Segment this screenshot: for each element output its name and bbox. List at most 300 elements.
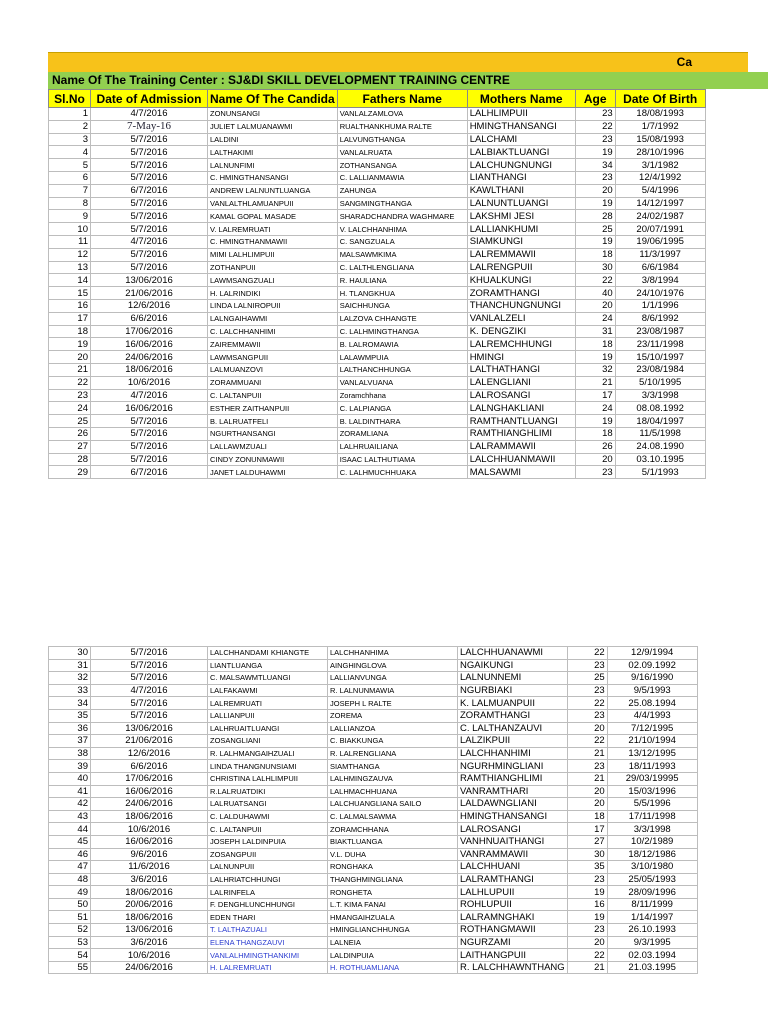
cell-mothers-name: VANRAMMAWII [458,848,568,861]
cell-date-of-birth: 5/1/1993 [615,466,705,479]
cell-fathers-name: VANLALVUANA [337,376,467,389]
table-row [49,647,698,660]
cell-sl-no: 39 [49,760,91,773]
cell-date-of-birth: 8/6/1992 [615,312,705,325]
cell-date-of-admission: 5/7/2016 [91,210,208,223]
cell-mothers-name: LALCHUNGNUNGI [467,159,575,172]
cell-fathers-name: R. HAULIANA [337,274,467,287]
cell-age: 23 [567,659,607,672]
cell-date-of-admission: 5/7/2016 [91,647,208,660]
table-row [49,873,698,886]
cell-sl-no: 26 [49,427,91,440]
candidate-table-page-1 [48,89,706,479]
cell-mothers-name: R. LALCHHAWNTHANG [458,961,568,974]
cell-age: 23 [567,709,607,722]
cell-fathers-name: C. LALLIANMAWIA [337,171,467,184]
table-row [49,848,698,861]
cell-fathers-name: ISAAC LALTHUTIAMA [337,453,467,466]
cell-fathers-name: R. LALNUNMAWIA [328,684,458,697]
cell-age: 24 [575,312,615,325]
header-date-of-admission: Date of Admission [91,90,208,108]
cell-sl-no: 7 [49,184,91,197]
cell-mothers-name: RAMTHANTLUANGI [467,415,575,428]
cell-date-of-admission: 13/06/2016 [91,722,208,735]
cell-age: 25 [567,672,607,685]
table-row [49,427,706,440]
cell-date-of-birth: 15/10/1997 [615,351,705,364]
cell-candidate-name: LALREMRUATI [208,697,328,710]
cell-date-of-birth: 21.03.1995 [607,961,697,974]
cell-fathers-name: C. LALHMINGTHANGA [337,325,467,338]
cell-sl-no: 36 [49,722,91,735]
cell-candidate-name: MIMI LALHLIMPUII [208,248,338,261]
cell-fathers-name: LALCHUANGLIANA SAILO [328,798,458,811]
cell-date-of-birth: 1/14/1997 [607,911,697,924]
table-row [49,299,706,312]
cell-age: 17 [575,389,615,402]
cell-sl-no: 54 [49,949,91,962]
cell-sl-no: 35 [49,709,91,722]
cell-date-of-admission: 5/7/2016 [91,159,208,172]
cell-sl-no: 30 [49,647,91,660]
cell-date-of-admission: 9/6/2016 [91,848,208,861]
cell-sl-no: 38 [49,747,91,760]
cell-mothers-name: LALCHHANHIMI [458,747,568,760]
cell-date-of-admission: 18/06/2016 [91,911,208,924]
cell-candidate-name: R. LALHMANGAIHZUALI [208,747,328,760]
cell-age: 20 [567,722,607,735]
cell-sl-no: 41 [49,785,91,798]
cell-date-of-admission: 4/7/2016 [91,389,208,402]
cell-fathers-name: ZORAMLIANA [337,427,467,440]
cell-date-of-birth: 1/1/1996 [615,299,705,312]
cell-mothers-name: LALREMMAWII [467,248,575,261]
cell-fathers-name: LALLIANVUNGA [328,672,458,685]
cell-sl-no: 9 [49,210,91,223]
cell-mothers-name: ROHLUPUII [458,898,568,911]
cell-mothers-name: LALENGLIANI [467,376,575,389]
cell-candidate-name: LALMUANZOVI [208,363,338,376]
cell-sl-no: 49 [49,886,91,899]
cell-sl-no: 1 [49,108,91,121]
cell-fathers-name: C. LALTHLENGLIANA [337,261,467,274]
cell-mothers-name: LALREMCHHUNGI [467,338,575,351]
cell-fathers-name: LALHMINGZAUVA [328,772,458,785]
cell-age: 23 [575,108,615,121]
cell-date-of-admission: 11/6/2016 [91,861,208,874]
cell-candidate-name: H. LALREMRUATI [208,961,328,974]
cell-sl-no: 21 [49,363,91,376]
header-date-of-birth: Date Of Birth [615,90,705,108]
cell-date-of-birth: 24.08.1990 [615,440,705,453]
cell-mothers-name: LALROSANGI [467,389,575,402]
cell-sl-no: 32 [49,672,91,685]
cell-age: 20 [567,936,607,949]
cell-mothers-name: NGURBIAKI [458,684,568,697]
cell-age: 21 [567,772,607,785]
cell-age: 19 [567,886,607,899]
cell-sl-no: 24 [49,402,91,415]
cell-fathers-name: RONGHETA [328,886,458,899]
cell-candidate-name: LALNUNFIMI [208,159,338,172]
cell-fathers-name: LALHRUAILIANA [337,440,467,453]
cell-date-of-admission: 24/06/2016 [91,351,208,364]
cell-candidate-name: ZOTHANPUII [208,261,338,274]
cell-sl-no: 45 [49,835,91,848]
cell-age: 30 [575,261,615,274]
cell-age: 18 [567,810,607,823]
cell-candidate-name: ZOSANGPUII [208,848,328,861]
cell-mothers-name: LALRAMMAWII [467,440,575,453]
cell-age: 34 [575,159,615,172]
cell-date-of-birth: 20/07/1991 [615,223,705,236]
cell-sl-no: 53 [49,936,91,949]
cell-date-of-admission: 5/7/2016 [91,427,208,440]
cell-candidate-name: C. LALCHHANHIMI [208,325,338,338]
table-row [49,440,706,453]
cell-date-of-birth: 3/8/1994 [615,274,705,287]
cell-fathers-name: LALNEIA [328,936,458,949]
candidate-table-page-2 [48,646,698,974]
cell-age: 40 [575,287,615,300]
cell-age: 22 [575,274,615,287]
cell-fathers-name: C. LALHMUCHHUAKA [337,466,467,479]
cell-date-of-admission: 24/06/2016 [91,798,208,811]
cell-date-of-birth: 5/10/1995 [615,376,705,389]
cell-candidate-name: JOSEPH LALDINPUIA [208,835,328,848]
cell-sl-no: 43 [49,810,91,823]
table-row [49,760,698,773]
cell-fathers-name: RUALTHANKHUMA RALTE [337,120,467,133]
table-row [49,861,698,874]
cell-age: 17 [567,823,607,836]
header-age: Age [575,90,615,108]
cell-candidate-name: LAWMSANGPUII [208,351,338,364]
cell-mothers-name: HMINGTHANSANGI [458,810,568,823]
table-row [49,184,706,197]
table-row [49,261,706,274]
cell-date-of-admission: 16/06/2016 [91,402,208,415]
cell-mothers-name: HMINGI [467,351,575,364]
table-row [49,453,706,466]
cell-fathers-name: ZAHUNGA [337,184,467,197]
cell-date-of-admission: 3/6/2016 [91,936,208,949]
cell-mothers-name: LALCHHUANMAWII [467,453,575,466]
cell-fathers-name: B. LALDINTHARA [337,415,467,428]
cell-date-of-birth: 6/6/1984 [615,261,705,274]
cell-candidate-name: H. LALRINDIKI [208,287,338,300]
cell-age: 26 [575,440,615,453]
cell-sl-no: 20 [49,351,91,364]
cell-candidate-name: VANLALHMINGTHANKIMI [208,949,328,962]
table-row [49,785,698,798]
cell-date-of-admission: 5/7/2016 [91,697,208,710]
table-row [49,159,706,172]
cell-candidate-name: LIANTLUANGA [208,659,328,672]
cell-date-of-admission: 17/06/2016 [91,772,208,785]
cell-date-of-birth: 23/08/1984 [615,363,705,376]
cell-date-of-birth: 18/12/1986 [607,848,697,861]
cell-date-of-admission: 5/7/2016 [91,672,208,685]
cell-mothers-name: LALZIKPUII [458,735,568,748]
table-row [49,798,698,811]
cell-sl-no: 33 [49,684,91,697]
cell-age: 23 [567,873,607,886]
cell-mothers-name: KAWLTHANI [467,184,575,197]
cell-mothers-name: LALHLIMPUII [467,108,575,121]
cell-fathers-name: RONGHAKA [328,861,458,874]
cell-fathers-name: H. ROTHUAMLIANA [328,961,458,974]
truncated-header-text: Ca [676,55,692,69]
cell-sl-no: 51 [49,911,91,924]
cell-fathers-name: VANLALZAMLOVA [337,108,467,121]
cell-date-of-birth: 10/2/1989 [607,835,697,848]
cell-mothers-name: RAMTHIANGHLIMI [458,772,568,785]
table-row [49,389,706,402]
cell-candidate-name: LAWMSANGZUALI [208,274,338,287]
cell-fathers-name: Zoramchhana [337,389,467,402]
cell-date-of-birth: 25.08.1994 [607,697,697,710]
cell-fathers-name: VANLALRUATA [337,146,467,159]
cell-candidate-name: ZAIREMMAWII [208,338,338,351]
cell-date-of-admission: 6/6/2016 [91,760,208,773]
table-row [49,886,698,899]
cell-date-of-birth: 28/10/1996 [615,146,705,159]
cell-date-of-birth: 3/3/1998 [615,389,705,402]
cell-sl-no: 18 [49,325,91,338]
table-row [49,312,706,325]
cell-candidate-name: ANDREW LALNUNTLUANGA [208,184,338,197]
cell-date-of-admission: 21/06/2016 [91,287,208,300]
cell-candidate-name: R.LALRUATDIKI [208,785,328,798]
table-row [49,197,706,210]
cell-fathers-name: C. LALPIANGA [337,402,467,415]
cell-date-of-birth: 15/08/1993 [615,133,705,146]
cell-age: 20 [575,299,615,312]
cell-date-of-birth: 13/12/1995 [607,747,697,760]
cell-fathers-name: LALAWMPUIA [337,351,467,364]
cell-mothers-name: ZORAMTHANGI [458,709,568,722]
cell-sl-no: 47 [49,861,91,874]
cell-mothers-name: VANRAMTHARI [458,785,568,798]
cell-mothers-name: LALHLUPUII [458,886,568,899]
cell-age: 19 [575,146,615,159]
cell-date-of-birth: 08.08.1992 [615,402,705,415]
cell-fathers-name: SIAMTHANGA [328,760,458,773]
cell-date-of-birth: 5/5/1996 [607,798,697,811]
cell-fathers-name: C. BIAKKUNGA [328,735,458,748]
table-row [49,120,706,133]
cell-age: 19 [575,415,615,428]
cell-date-of-admission: 18/06/2016 [91,363,208,376]
cell-age: 35 [567,861,607,874]
cell-candidate-name: EDEN THARI [208,911,328,924]
cell-date-of-birth: 15/03/1996 [607,785,697,798]
cell-date-of-admission: 6/7/2016 [91,184,208,197]
cell-date-of-admission: 4/7/2016 [91,684,208,697]
cell-date-of-admission: 16/06/2016 [91,338,208,351]
cell-date-of-birth: 9/5/1993 [607,684,697,697]
cell-mothers-name: LIANTHANGI [467,171,575,184]
cell-sl-no: 44 [49,823,91,836]
cell-date-of-admission: 12/6/2016 [91,299,208,312]
cell-sl-no: 25 [49,415,91,428]
cell-candidate-name: ZORAMMUANI [208,376,338,389]
cell-date-of-birth: 28/09/1996 [607,886,697,899]
cell-age: 22 [567,949,607,962]
cell-candidate-name: LALLAWMZUALI [208,440,338,453]
cell-date-of-birth: 23/11/1998 [615,338,705,351]
cell-age: 18 [575,248,615,261]
cell-candidate-name: LALHRIATCHHUNGI [208,873,328,886]
cell-fathers-name: C. LALMALSAWMA [328,810,458,823]
table-row [49,108,706,121]
cell-date-of-admission: 13/06/2016 [91,274,208,287]
cell-sl-no: 3 [49,133,91,146]
cell-sl-no: 48 [49,873,91,886]
cell-mothers-name: HMINGTHANSANGI [467,120,575,133]
cell-candidate-name: C. LALTANPUII [208,823,328,836]
cell-candidate-name: C. HMINGTHANSANGI [208,171,338,184]
cell-date-of-admission: 10/6/2016 [91,823,208,836]
cell-date-of-admission: 3/6/2016 [91,873,208,886]
cell-date-of-birth: 18/11/1993 [607,760,697,773]
training-center-banner [48,72,768,89]
cell-date-of-admission: 24/06/2016 [91,961,208,974]
cell-date-of-birth: 23/08/1987 [615,325,705,338]
cell-fathers-name: LALCHHANHIMA [328,647,458,660]
cell-fathers-name: MALSAWMKIMA [337,248,467,261]
cell-date-of-birth: 3/10/1980 [607,861,697,874]
table-row [49,697,698,710]
cell-mothers-name: NGAIKUNGI [458,659,568,672]
table-row [49,274,706,287]
cell-fathers-name: ZORAMCHHANA [328,823,458,836]
cell-date-of-admission: 13/06/2016 [91,924,208,937]
cell-mothers-name: LALNUNNEMI [458,672,568,685]
cell-date-of-birth: 02.09.1992 [607,659,697,672]
cell-date-of-admission: 5/7/2016 [91,415,208,428]
cell-age: 31 [575,325,615,338]
cell-mothers-name: KHUALKUNGI [467,274,575,287]
cell-mothers-name: NGURHMINGLIANI [458,760,568,773]
cell-date-of-admission: 6/7/2016 [91,466,208,479]
cell-sl-no: 5 [49,159,91,172]
cell-date-of-admission: 18/06/2016 [91,886,208,899]
cell-date-of-admission: 5/7/2016 [91,709,208,722]
cell-age: 23 [567,760,607,773]
cell-mothers-name: K. DENGZIKI [467,325,575,338]
cell-date-of-admission: 5/7/2016 [91,248,208,261]
cell-age: 24 [575,402,615,415]
cell-fathers-name: LALVUNGTHANGA [337,133,467,146]
cell-mothers-name: LALCHHUANI [458,861,568,874]
cell-mothers-name: LAKSHMI JESI [467,210,575,223]
cell-date-of-birth: 03.10.1995 [615,453,705,466]
cell-date-of-birth: 25/05/1993 [607,873,697,886]
cell-age: 20 [567,798,607,811]
cell-date-of-birth: 5/4/1996 [615,184,705,197]
cell-candidate-name: LINDA LALNIROPUII [208,299,338,312]
header-mothers-name: Mothers Name [467,90,575,108]
cell-date-of-admission: 17/06/2016 [91,325,208,338]
cell-age: 21 [567,961,607,974]
cell-date-of-birth: 19/06/1995 [615,235,705,248]
table-row [49,351,706,364]
table-row [49,133,706,146]
table-row [49,722,698,735]
table-row [49,772,698,785]
cell-fathers-name: R. LALRENGLIANA [328,747,458,760]
table-row [49,684,698,697]
cell-age: 30 [567,848,607,861]
cell-sl-no: 2 [49,120,91,133]
cell-date-of-admission: 5/7/2016 [91,659,208,672]
header-yellow-band [48,52,748,73]
header-fathers-name: Fathers Name [337,90,467,108]
table-row [49,898,698,911]
cell-date-of-admission: 4/7/2016 [91,108,208,121]
table-row [49,747,698,760]
cell-date-of-admission: 5/7/2016 [91,171,208,184]
cell-fathers-name: SAICHHUNGA [337,299,467,312]
table-row [49,402,706,415]
cell-date-of-birth: 3/1/1982 [615,159,705,172]
cell-date-of-birth: 21/10/1994 [607,735,697,748]
cell-candidate-name: LALTHAKIMI [208,146,338,159]
cell-fathers-name: LALDINPUIA [328,949,458,962]
cell-date-of-birth: 24/10/1976 [615,287,705,300]
header-candidate-name: Name Of The Candida [208,90,338,108]
cell-age: 22 [567,697,607,710]
cell-sl-no: 10 [49,223,91,236]
cell-date-of-birth: 9/3/1995 [607,936,697,949]
cell-date-of-birth: 11/3/1997 [615,248,705,261]
cell-date-of-birth: 24/02/1987 [615,210,705,223]
cell-sl-no: 11 [49,235,91,248]
cell-fathers-name: JOSEPH L RALTE [328,697,458,710]
cell-age: 18 [575,427,615,440]
cell-fathers-name: V.L. DUHA [328,848,458,861]
cell-age: 21 [567,747,607,760]
cell-fathers-name: B. LALROMAWIA [337,338,467,351]
cell-candidate-name: LALNGAIHAWMI [208,312,338,325]
cell-age: 23 [575,171,615,184]
table-row [49,672,698,685]
cell-mothers-name: LALTHATHANGI [467,363,575,376]
cell-fathers-name: LALTHANCHHUNGA [337,363,467,376]
cell-sl-no: 42 [49,798,91,811]
cell-mothers-name: LALDAWNGLIANI [458,798,568,811]
cell-candidate-name: NGURTHANSANGI [208,427,338,440]
cell-mothers-name: LALNUNTLUANGI [467,197,575,210]
cell-candidate-name: C. MALSAWMTLUANGI [208,672,328,685]
cell-candidate-name: LALLIANPUII [208,709,328,722]
cell-date-of-birth: 4/4/1993 [607,709,697,722]
cell-fathers-name: V. LALCHHANHIMA [337,223,467,236]
table-row [49,415,706,428]
table-row [49,709,698,722]
table-row [49,223,706,236]
cell-candidate-name: CINDY ZONUNMAWII [208,453,338,466]
cell-age: 19 [575,197,615,210]
cell-date-of-birth: 26.10.1993 [607,924,697,937]
table-row [49,835,698,848]
cell-sl-no: 27 [49,440,91,453]
cell-mothers-name: LALRENGPUII [467,261,575,274]
cell-fathers-name: L.T. KIMA FANAI [328,898,458,911]
cell-age: 20 [575,453,615,466]
